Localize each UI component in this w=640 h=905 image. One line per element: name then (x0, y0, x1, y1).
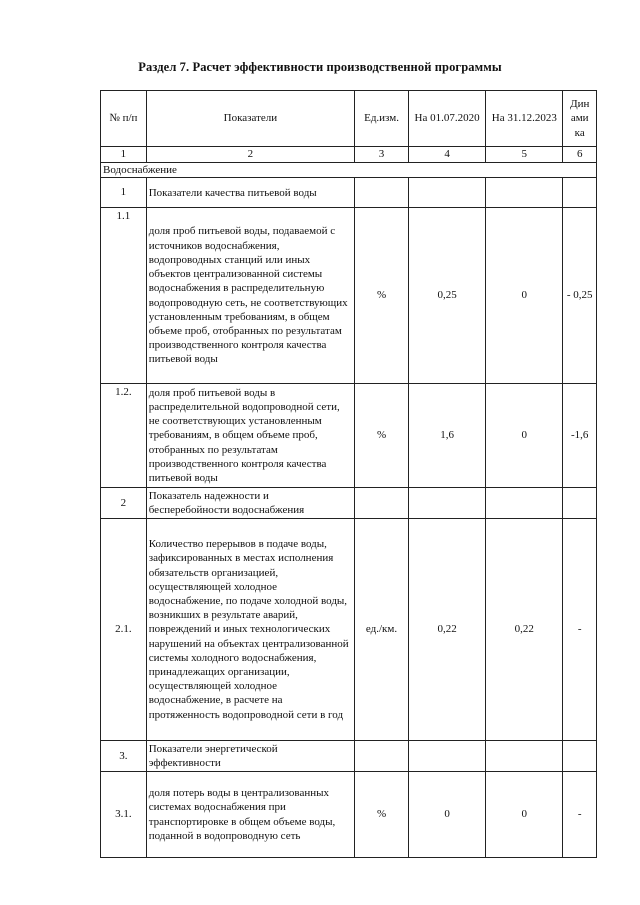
row-number: 3.1. (101, 772, 147, 858)
row-value-end (486, 178, 563, 208)
row-indicator: доля проб питьевой воды, подаваемой с источников водоснабжения, водопроводных станций или иных объектов централизованной системы водоснабжения в распределительную водопроводную сеть, не соответствующих установленным требованиям, в общем объеме проб, отобранных по результатам производственного контроля качества питьевой воды (146, 208, 354, 384)
header-date-end: На 31.12.2023 (486, 91, 563, 147)
column-number: 1 (101, 147, 147, 163)
row-number: 2 (101, 488, 147, 519)
category-row (101, 178, 597, 208)
row-value-end: 0 (486, 772, 563, 858)
row-indicator: Показатель надежности и бесперебойности водоснабжения (146, 488, 354, 519)
row-value-end: 0 (486, 208, 563, 384)
column-number: 4 (408, 147, 485, 163)
row-dynamics: - 0,25 (563, 208, 597, 384)
row-indicator: доля проб питьевой воды в распределительной водопроводной сети, не соответствующих установленным требованиям, в общем объеме проб, отобранных по результатам производственного контроля качества питьевой воды (146, 384, 354, 488)
row-unit: % (355, 772, 409, 858)
row-dynamics: - (563, 519, 597, 741)
row-indicator: Показатели качества питьевой воды (146, 178, 354, 208)
row-value-start (408, 488, 485, 519)
row-dynamics (563, 488, 597, 519)
row-number: 1.2. (101, 384, 147, 488)
row-indicator: Показатели энергетической эффективности (146, 741, 354, 772)
table-row (101, 519, 597, 741)
row-value-end: 0,22 (486, 519, 563, 741)
header-number: № п/п (101, 91, 147, 147)
header-dynamics: Дин ами ка (563, 91, 597, 147)
row-dynamics (563, 741, 597, 772)
row-number: 3. (101, 741, 147, 772)
row-number: 2.1. (101, 519, 147, 741)
row-number: 1.1 (101, 208, 147, 384)
row-number: 1 (101, 178, 147, 208)
row-unit: % (355, 384, 409, 488)
row-unit (355, 178, 409, 208)
table-row (101, 772, 597, 858)
efficiency-table (100, 90, 597, 858)
category-row (101, 488, 597, 519)
row-dynamics (563, 178, 597, 208)
row-unit (355, 488, 409, 519)
row-unit: % (355, 208, 409, 384)
row-indicator: Количество перерывов в подаче воды, зафиксированных в местах исполнения обязательств организацией, осуществляющей холодное водоснабжение, по подаче холодной воды, возникших в результате аварий, повреждений и иных технологических нарушений на объектах централизованной системы холодного водоснабжения, принадлежащих организации, осуществляющей холодное водоснабжение, в расчете на протяженность водопроводной сети в год (146, 519, 354, 741)
row-value-start (408, 741, 485, 772)
table-header-row (101, 91, 597, 147)
row-dynamics: - (563, 772, 597, 858)
row-indicator: доля потерь воды в централизованных системах водоснабжения при транспортировке в общем объеме воды, поданной в водопроводную сеть (146, 772, 354, 858)
row-dynamics: -1,6 (563, 384, 597, 488)
row-value-start (408, 178, 485, 208)
column-number: 2 (146, 147, 354, 163)
row-value-end (486, 488, 563, 519)
row-unit (355, 741, 409, 772)
table-row (101, 208, 597, 384)
column-number-row (101, 147, 597, 163)
row-value-start: 1,6 (408, 384, 485, 488)
row-value-end (486, 741, 563, 772)
category-row (101, 741, 597, 772)
section-row (101, 163, 597, 178)
section-title: Раздел 7. Расчет эффективности производственной программы (138, 60, 502, 74)
column-number: 3 (355, 147, 409, 163)
header-date-start: На 01.07.2020 (408, 91, 485, 147)
header-indicators: Показатели (146, 91, 354, 147)
column-number: 6 (563, 147, 597, 163)
header-unit: Ед.изм. (355, 91, 409, 147)
row-value-start: 0,22 (408, 519, 485, 741)
row-value-start: 0,25 (408, 208, 485, 384)
column-number: 5 (486, 147, 563, 163)
section-label: Водоснабжение (101, 163, 597, 178)
table-row (101, 384, 597, 488)
row-unit: ед./км. (355, 519, 409, 741)
row-value-start: 0 (408, 772, 485, 858)
row-value-end: 0 (486, 384, 563, 488)
